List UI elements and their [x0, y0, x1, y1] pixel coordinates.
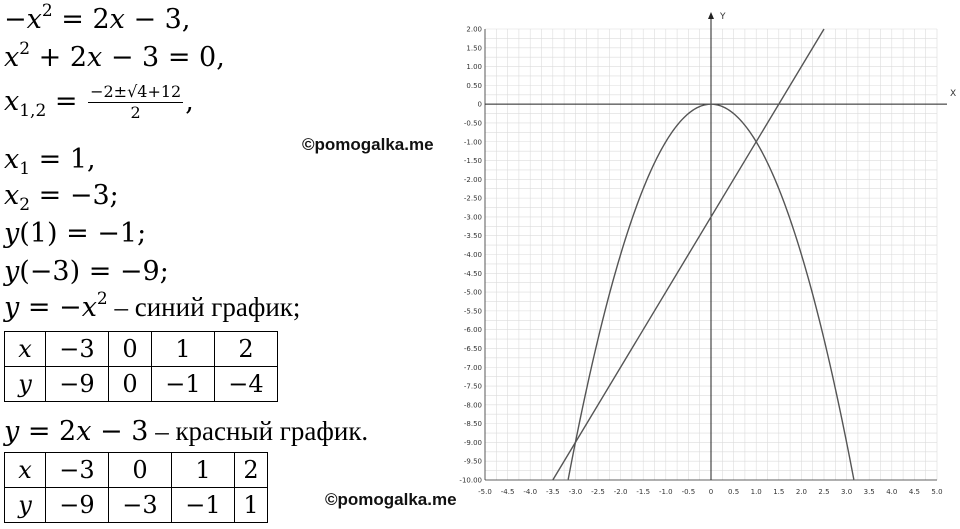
x-tick-label: -1.0 [658, 488, 673, 496]
table-cell: 0 [109, 453, 172, 488]
y-tick-label: -4.50 [463, 269, 482, 278]
eq-text: = 1, [30, 144, 96, 175]
eq-text: = −3; [30, 180, 119, 211]
table-cell: 1 [235, 488, 268, 523]
fraction-denominator: 2 [130, 103, 141, 122]
y-tick-label: -3.00 [463, 213, 482, 222]
table-header-cell: x [5, 453, 46, 488]
x-tick-label: -1.5 [636, 488, 651, 496]
y-tick-label: -4.00 [463, 251, 482, 259]
y-tick-label: 0.50 [466, 81, 482, 90]
table-cell: −3 [46, 453, 109, 488]
var-x: x [87, 42, 103, 73]
table-cell: −1 [172, 488, 235, 523]
y-tick-labels [459, 26, 482, 485]
axes [485, 12, 947, 480]
y-tick-label: -10.00 [459, 476, 482, 485]
y-tick-label: -5.50 [463, 307, 482, 316]
eq-text: (1) = −1; [19, 218, 147, 249]
y-tick-label: -7.00 [463, 363, 482, 372]
table-header-cell: y [5, 488, 46, 523]
eq-text: = [46, 86, 87, 117]
table-cell: 0 [109, 332, 152, 367]
var-x: x [4, 180, 20, 211]
var-y: y [4, 256, 20, 287]
table-cell: −1 [152, 367, 215, 402]
y-tick-label: -6.00 [463, 326, 482, 335]
table-cell: 0 [109, 367, 152, 402]
y-tick-label: -1.00 [463, 138, 482, 147]
y-tick-label: -3.50 [463, 232, 482, 241]
equation-line-4 [4, 144, 96, 179]
eq-text: = − [19, 292, 82, 323]
y-tick-label: -7.50 [463, 382, 482, 391]
table-cell: 2 [235, 453, 268, 488]
exponent: 2 [96, 289, 108, 309]
eq-text: , [185, 86, 194, 117]
table-row [5, 367, 278, 402]
table-cell: −9 [46, 367, 109, 402]
table-cell: −9 [46, 488, 109, 523]
y-tick-label: 1.50 [466, 44, 482, 53]
y-tick-label: 0 [477, 100, 482, 109]
x-tick-label: -0.5 [681, 488, 696, 496]
x-tick-label: 2.0 [795, 488, 807, 496]
equation-line-1 [4, 1, 191, 35]
exponent: 2 [41, 1, 53, 21]
y-axis-label: Y [720, 12, 726, 22]
equation-line-2 [4, 39, 225, 73]
y-tick-label: -2.50 [463, 194, 482, 203]
var-x: x [109, 4, 125, 35]
eq-text: + 2 [30, 42, 88, 73]
x-tick-label: -2.0 [613, 488, 628, 496]
table-cell: 2 [215, 332, 278, 367]
subscript: 1 [19, 159, 31, 179]
eq-text: − 3, [124, 4, 191, 35]
values-table-parabola [4, 331, 278, 402]
x-tick-label: 4.5 [908, 488, 920, 496]
x-tick-label: -2.5 [591, 488, 605, 496]
x-tick-labels [478, 488, 942, 496]
y-tick-label: 1.00 [466, 63, 482, 72]
caption-red-graph: – красный график. [148, 416, 369, 446]
fraction-numerator: −2±√4+12 [90, 82, 182, 101]
var-x: x [81, 292, 97, 323]
x-tick-label: 5.0 [931, 488, 943, 496]
var-x: x [4, 144, 20, 175]
x-tick-label: 4.0 [886, 488, 898, 496]
y-axis-arrow-icon [708, 12, 714, 19]
x-tick-label: 0.5 [728, 488, 740, 496]
x-tick-label: 1.5 [773, 488, 785, 496]
var-x: x [76, 416, 92, 447]
table-cell: −3 [109, 488, 172, 523]
function-graph [450, 0, 956, 529]
equation-line-8 [4, 289, 301, 323]
var-x: x [4, 42, 20, 73]
caption-blue-graph: – синий график; [107, 292, 301, 322]
equation-line-6 [4, 220, 146, 247]
equation-line-5 [4, 180, 119, 215]
var-y: y [4, 292, 20, 323]
y-tick-label: -8.50 [463, 420, 482, 429]
x-tick-label: 3.5 [863, 488, 875, 496]
eq-text: = 2 [19, 416, 77, 447]
x-tick-label: -4.0 [523, 488, 538, 496]
equation-line-7 [4, 258, 169, 285]
x-tick-label: 3.0 [841, 488, 853, 496]
y-tick-label: -8.00 [463, 401, 482, 410]
values-table-line [4, 452, 268, 523]
x-tick-label: -3.0 [568, 488, 583, 496]
y-tick-label: -9.00 [463, 438, 482, 447]
eq-text: − 3 [91, 416, 149, 447]
table-row [5, 488, 268, 523]
subscript: 2 [19, 195, 31, 215]
table-header-cell: y [5, 367, 46, 402]
var-y: y [4, 416, 20, 447]
y-tick-label: -2.00 [463, 175, 482, 184]
eq-text: = 2 [52, 4, 110, 35]
eq-text: − 3 = 0, [102, 42, 225, 73]
y-tick-label: -9.50 [463, 457, 482, 466]
y-tick-label: -5.00 [463, 288, 482, 297]
table-cell: 1 [172, 453, 235, 488]
exponent: 2 [19, 39, 31, 59]
x-tick-label: 0 [708, 488, 714, 496]
eq-text: − [4, 4, 27, 35]
var-y: y [4, 218, 20, 249]
table-cell: −4 [215, 367, 278, 402]
table-cell: 1 [152, 332, 215, 367]
y-tick-label: -6.50 [463, 344, 482, 353]
watermark-bottom: ©pomogalka.me [325, 490, 457, 509]
fraction [88, 84, 183, 121]
equation-line-9 [4, 418, 368, 445]
x-tick-label: -4.5 [500, 488, 515, 496]
eq-text: (−3) = −9; [19, 256, 169, 287]
y-tick-label: 2.00 [466, 25, 482, 34]
table-row [5, 453, 268, 488]
equation-line-3 [4, 84, 194, 121]
var-x: x [4, 86, 20, 117]
x-axis-label: X [950, 89, 956, 99]
table-row [5, 332, 278, 367]
x-tick-label: 2.5 [818, 488, 830, 496]
x-tick-label: -5.0 [478, 488, 492, 496]
var-x: x [26, 4, 42, 35]
table-header-cell: x [5, 332, 46, 367]
x-tick-label: 1.0 [750, 488, 762, 496]
x-tick-label: -3.5 [545, 488, 560, 496]
subscript: 1,2 [19, 101, 47, 121]
y-tick-label: -1.50 [463, 157, 482, 166]
watermark-top: ©pomogalka.me [302, 135, 434, 154]
y-tick-label: -0.50 [463, 119, 482, 128]
table-cell: −3 [46, 332, 109, 367]
